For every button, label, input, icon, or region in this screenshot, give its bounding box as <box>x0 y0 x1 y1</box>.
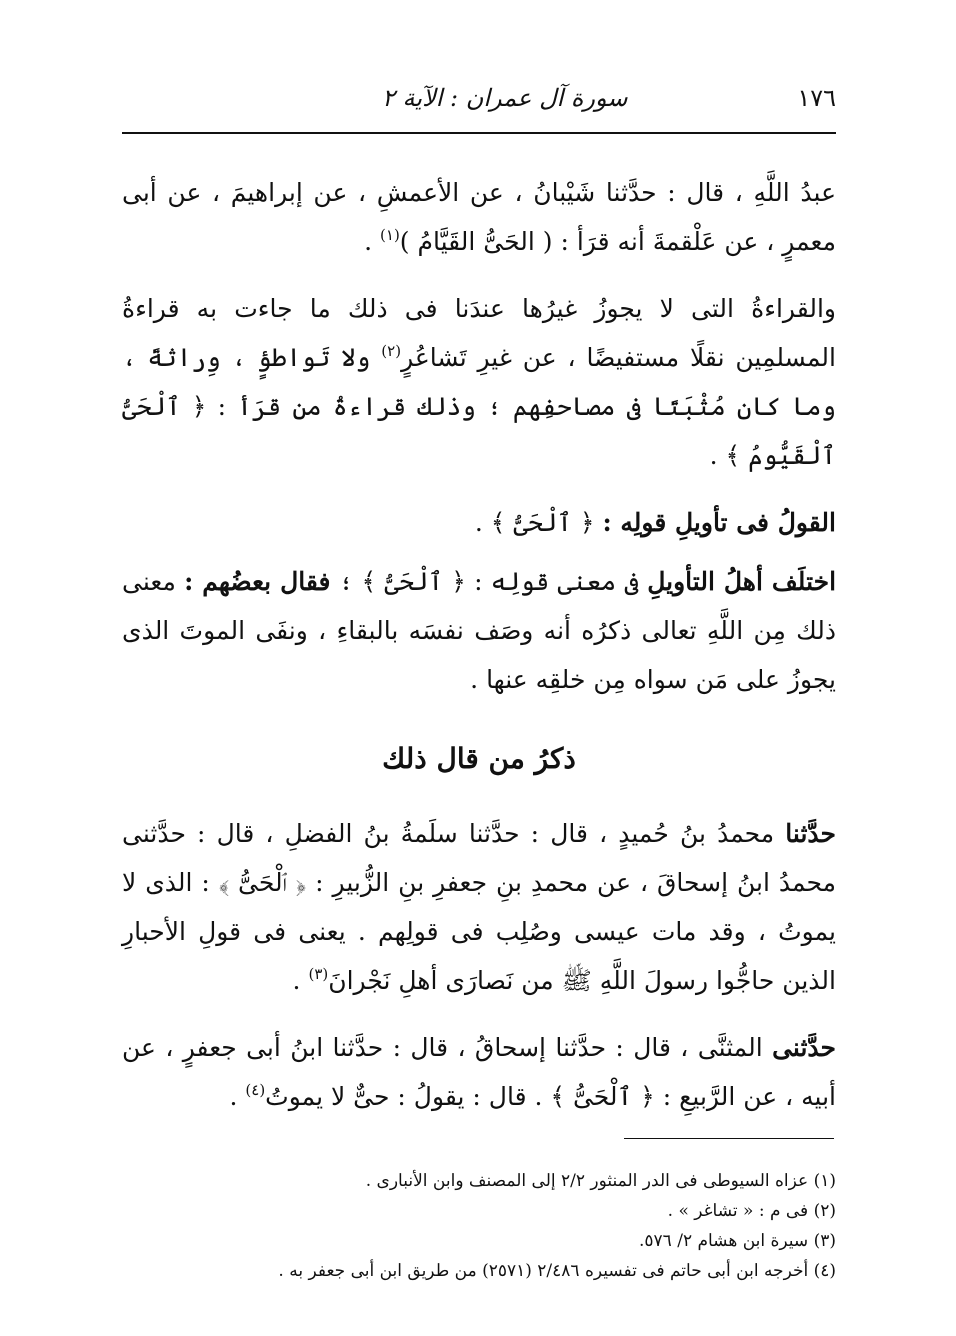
section-lead: حدَّثنى <box>772 1033 836 1062</box>
paragraph-text: محمدُ بنُ حُميدٍ ، قال : حدَّثنا سلَمةُ بنُ الفضلِ ، قال : حدَّثنى محمدُ ابنُ إسحاقَ ، عن محمدِ بنِ جعفرِ بنِ الزُّبيرِ : ﴿ ٱلْحَىُّ ﴾ : الذى لا يموتُ ، وقد مات عيسى وصُلِب فى قولِهم . يعنى فى قولِ الأحبارِ الذين حاجُّوا رسولَ اللَّهِ ﷺ من نَصارَى أهلِ نَجْرانَ <box>122 819 836 995</box>
page-number: ١٧٦ <box>797 84 836 112</box>
header-rule <box>122 132 836 134</box>
footnote-rule <box>624 1138 834 1139</box>
paragraph-3 <box>122 498 836 547</box>
paragraph-text: فى معنى قولِه : ﴿ ٱلْحَىُّ ﴾ ؛ <box>330 567 648 596</box>
paragraph-text: معنى ذلك مِن اللَّهِ تعالى ذكرُه أنه وصَف نفسَه بالبقاءِ ، ونفَى الموتَ الذى يجوزُ على مَن سواه مِن خلقِه عنها . <box>122 567 836 694</box>
paragraph-2 <box>122 284 836 480</box>
paragraph-1 <box>122 168 836 266</box>
footnote-2: (٢) فى م : « تشاغر » . <box>667 1201 836 1221</box>
footnote-1: (١) عزاه السيوطى فى الدر المنثور ٢/٢ إلى المصنف وابن الأنبارى . <box>365 1171 836 1191</box>
paragraph-text: المثنَّى ، قال : حدَّثنا إسحاقُ ، قال : حدَّثنا ابنُ أبى جعفرٍ ، عن أبيه ، عن الرَّبيعِ : ﴿ ٱلْحَىُّ ﴾ . قال : يقولُ : حىٌّ لا يموتُ <box>122 1033 836 1111</box>
paragraph-text: والقراءةُ التى لا يجوزُ غيرُها عندَنا فى ذلك ما جاءت به قراءةُ المسلمِين نقلًا مستفيضًا ، عن غيرِ تَشاعُرٍ <box>122 294 836 372</box>
main-text <box>122 168 836 1139</box>
footnote-ref: (٤) <box>245 1081 266 1099</box>
section-lead: القولُ فى تأويلِ قولِه : <box>602 508 836 537</box>
footnotes <box>122 1166 836 1286</box>
paragraph-end: ولا تَواطؤٍ ، وِراثةً ، وما كان مُثْبَتًا فى مصاحفِهم ؛ وذلك قراءةُ من قرَأ : ﴿ ٱلْحَىُّ ٱلْقَيُّومُ ﴾ . <box>122 343 836 470</box>
paragraph-4 <box>122 557 836 704</box>
section-heading: ذكرُ من قال ذلك <box>382 742 576 775</box>
section-lead: اختلَف أهلُ التأويلِ <box>647 567 837 596</box>
paragraph-end: . <box>292 966 309 995</box>
paragraph-end: . <box>364 227 381 256</box>
running-title: سورة آل عمران : الآية ٢ <box>382 84 628 112</box>
footnote-4: (٤) أخرجه ابن أبى حاتم فى تفسيره ٢/٤٨٦ (٢٥٧١) من طريق ابن أبى جعفر به . <box>278 1261 836 1281</box>
footnote-ref: (٣) <box>308 965 329 983</box>
footnote-ref: (١) <box>380 226 400 244</box>
paragraph-text: ﴿ ٱلْحَىُّ ﴾ . <box>474 508 603 537</box>
paragraph-6 <box>122 1023 836 1121</box>
paragraph-5 <box>122 809 836 1005</box>
page-header <box>122 78 836 118</box>
paragraph-end: . <box>229 1082 246 1111</box>
footnote-ref: (٢) <box>381 342 402 360</box>
section-lead: حدَّثنا <box>785 819 836 848</box>
paragraph-text: عبدُ اللَّهِ ، قال : حدَّثنا شَيْبانُ ، عن الأعمشِ ، عن إبراهيمَ ، عن أبى معمرٍ ، عن عَلْقمةَ أنه قرَأ : ( الحَىُّ القَيَّامُ ) <box>122 178 836 256</box>
footnote-3: (٣) سيرة ابن هشام ٢/ ٥٧٦. <box>638 1231 836 1251</box>
section-lead: فقال بعضُهم : <box>184 567 331 596</box>
